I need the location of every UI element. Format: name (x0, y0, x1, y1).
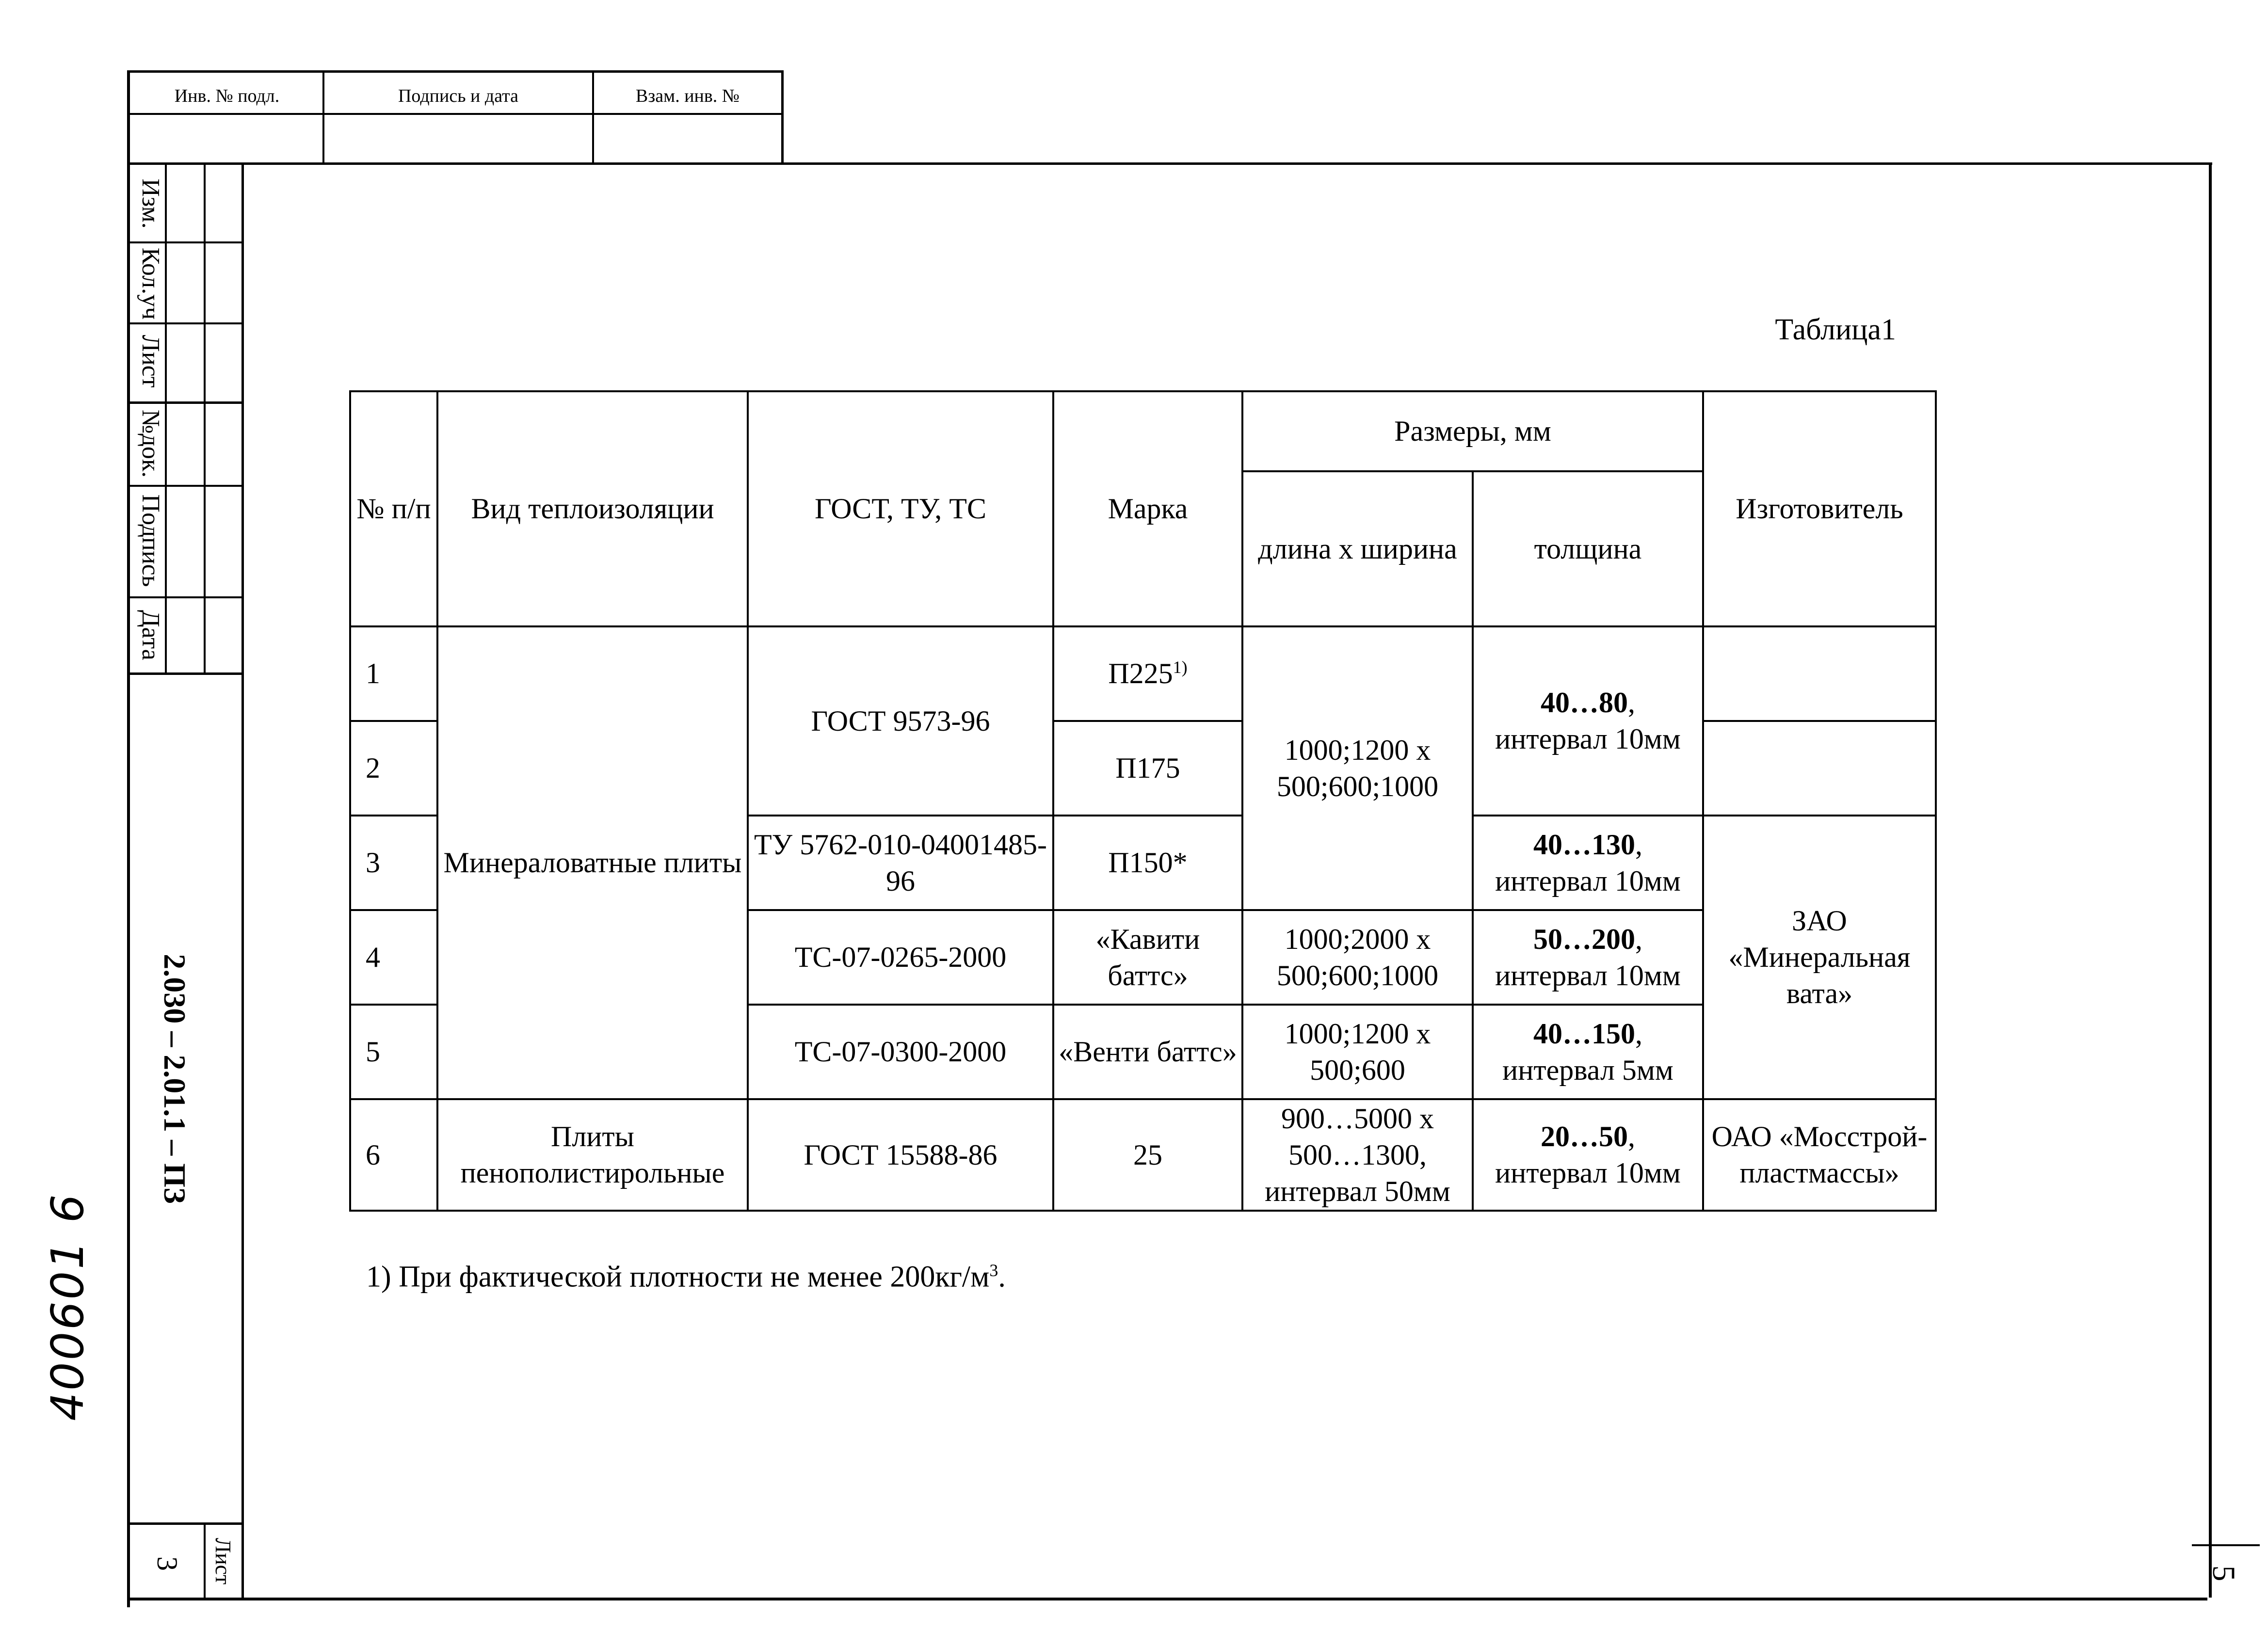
page-number: 5 (2206, 1565, 2241, 1582)
row-brand: П175 (1053, 721, 1242, 816)
row-gost: ТС-07-0300-2000 (748, 1005, 1053, 1099)
row-size: 900…5000 х 500…1300, интервал 50мм (1242, 1099, 1473, 1211)
row-gost: ТС-07-0265-2000 (748, 910, 1053, 1005)
rev-podpis: Подпись (137, 494, 164, 587)
header-sizes: Размеры, мм (1242, 391, 1703, 471)
row-manufacturer: ОАО «Мосстрой-пластмассы» (1703, 1099, 1936, 1211)
table-row (350, 1099, 1936, 1211)
header-manufacturer: Изготовитель (1703, 391, 1936, 626)
row-thickness: 20…50, интервал 10мм (1473, 1099, 1703, 1211)
rev-kol-uch: Кол.уч (137, 247, 164, 320)
header-num: № п/п (350, 391, 437, 626)
row-num: 3 (350, 816, 437, 910)
rev-list: Лист (137, 335, 164, 388)
row-manufacturer-empty (1703, 721, 1936, 816)
row-brand: П225$^{1)}$ (1053, 626, 1242, 721)
header-len-width: длина х ширина (1242, 471, 1473, 626)
merged-thickness: 40…80, интервал 10мм (1473, 626, 1703, 816)
row-gost: ТУ 5762-010-04001485-96 (748, 816, 1053, 910)
header-type: Вид теплоизоляции (437, 391, 748, 626)
doc-code: 2.030 – 2.01.1 – ПЗ (158, 954, 192, 1204)
header-thickness: толщина (1473, 471, 1703, 626)
row-type: Плиты пенополистирольные (437, 1099, 748, 1211)
row-size: 1000;2000 х 500;600;1000 (1242, 910, 1473, 1005)
stamp-inv-podl: Инв. № подл. (174, 86, 280, 106)
merged-type-mineral: Минераловатные плиты (437, 626, 748, 1099)
row-brand: «Венти баттс» (1053, 1005, 1242, 1099)
row-brand: «Кавити баттс» (1053, 910, 1242, 1005)
row-thickness: 40…130, интервал 10мм (1473, 816, 1703, 910)
sheet-label: Лист (211, 1537, 236, 1585)
stamp-vzam-inv: Взам. инв. № (635, 86, 740, 106)
footnote: 1) При фактической плотности не менее $200кг/м^3$. (366, 1260, 1006, 1294)
handwritten-inventory-number: 400601 6 (42, 1192, 94, 1421)
row-num: 5 (350, 1005, 437, 1099)
row-num: 1 (350, 626, 437, 721)
row-num: 2 (350, 721, 437, 816)
merged-gost-9573: ГОСТ 9573-96 (748, 626, 1053, 816)
stamp-podpis-data: Подпись и дата (398, 86, 519, 106)
row-brand: П150* (1053, 816, 1242, 910)
rev-izm: Изм. (137, 178, 164, 229)
merged-manufacturer: ЗАО «Минеральная вата» (1703, 816, 1936, 1099)
row-size: 1000;1200 х 500;600 (1242, 1005, 1473, 1099)
rev-n-dok: №док. (137, 409, 164, 478)
header-brand: Марка (1053, 391, 1242, 626)
row-num: 6 (350, 1099, 437, 1211)
row-num: 4 (350, 910, 437, 1005)
row-thickness: 40…150, интервал 5мм (1473, 1005, 1703, 1099)
rev-data: Дата (137, 610, 164, 660)
insulation-table (349, 390, 1937, 1212)
table-row (350, 626, 1936, 721)
row-thickness: 50…200, интервал 10мм (1473, 910, 1703, 1005)
row-brand: 25 (1053, 1099, 1242, 1211)
header-gost: ГОСТ, ТУ, ТС (748, 391, 1053, 626)
sheet-number: 3 (151, 1556, 183, 1571)
row-gost: ГОСТ 15588-86 (748, 1099, 1053, 1211)
row-manufacturer-empty (1703, 626, 1936, 721)
merged-size: 1000;1200 х 500;600;1000 (1242, 626, 1473, 910)
table-title: Таблица1 (1775, 313, 1896, 346)
